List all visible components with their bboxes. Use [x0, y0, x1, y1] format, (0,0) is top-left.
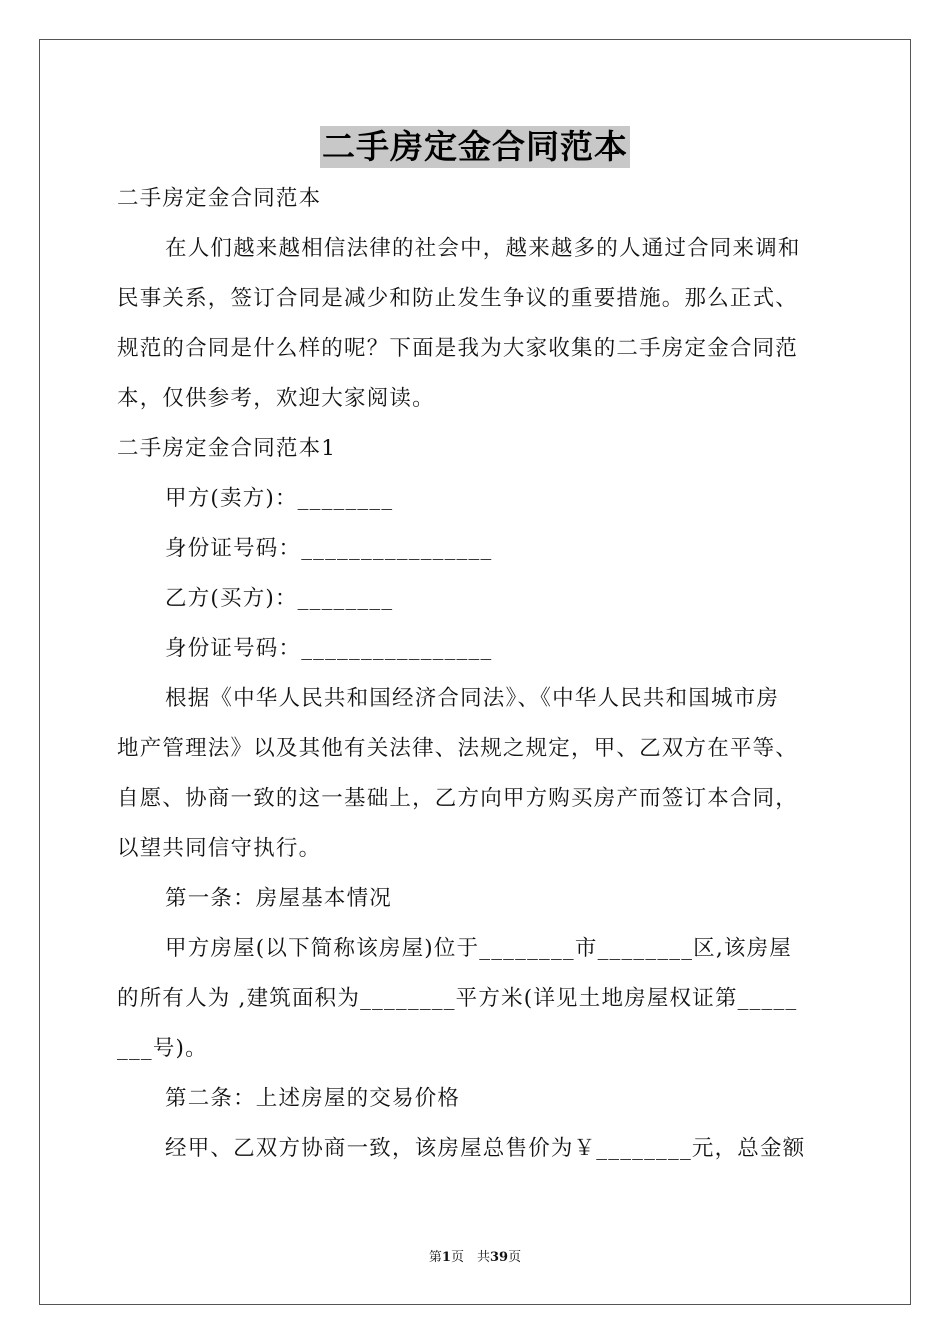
paragraph-line: 以望共同信守执行。 — [117, 836, 322, 861]
paragraph-line: 在人们越来越相信法律的社会中，越来越多的人通过合同来调和 — [165, 236, 801, 261]
title-container — [0, 126, 950, 168]
page-total: 39 — [489, 1250, 509, 1265]
paragraph-line: 根据《中华人民共和国经济合同法》、《中华人民共和国城市房 — [165, 686, 780, 711]
section-heading: 二手房定金合同范本1 — [117, 436, 337, 461]
document-title: 二手房定金合同范本 — [322, 127, 628, 166]
subtitle-line: 二手房定金合同范本 — [117, 186, 322, 211]
paragraph-line: 规范的合同是什么样的呢？下面是我为大家收集的二手房定金合同范 — [117, 336, 799, 361]
page-current: 1 — [441, 1250, 451, 1265]
paragraph-line: ___号)。 — [117, 1036, 208, 1061]
party-a-line: 甲方(卖方)：________ — [165, 486, 394, 511]
party-b-id-line: 身份证号码：________________ — [165, 636, 493, 661]
paragraph-line: 甲方房屋(以下简称该房屋)位于________市________区,该房屋 — [165, 936, 793, 961]
page-prefix: 第 — [428, 1250, 442, 1265]
page-mid: 页 共 — [450, 1250, 490, 1265]
party-b-line: 乙方(买方)：________ — [165, 586, 394, 611]
paragraph-line: 经甲、乙双方协商一致，该房屋总售价为￥________元，总金额 — [165, 1136, 806, 1161]
paragraph-line: 民事关系，签订合同是减少和防止发生争议的重要措施。那么正式、 — [117, 286, 799, 311]
page-border — [39, 39, 911, 1305]
paragraph-line: 地产管理法》以及其他有关法律、法规之规定，甲、乙双方在平等、 — [117, 736, 799, 761]
article-heading: 第一条：房屋基本情况 — [165, 886, 393, 911]
paragraph-line: 的所有人为 ,建筑面积为________平方米(详见土地房屋权证第_____ — [117, 986, 798, 1011]
page-footer — [0, 1246, 950, 1265]
party-a-id-line: 身份证号码：________________ — [165, 536, 493, 561]
paragraph-line: 自愿、协商一致的这一基础上，乙方向甲方购买房产而签订本合同， — [117, 786, 799, 811]
article-heading: 第二条：上述房屋的交易价格 — [165, 1086, 461, 1111]
page-suffix: 页 — [508, 1250, 522, 1265]
paragraph-line: 本，仅供参考，欢迎大家阅读。 — [117, 386, 435, 411]
